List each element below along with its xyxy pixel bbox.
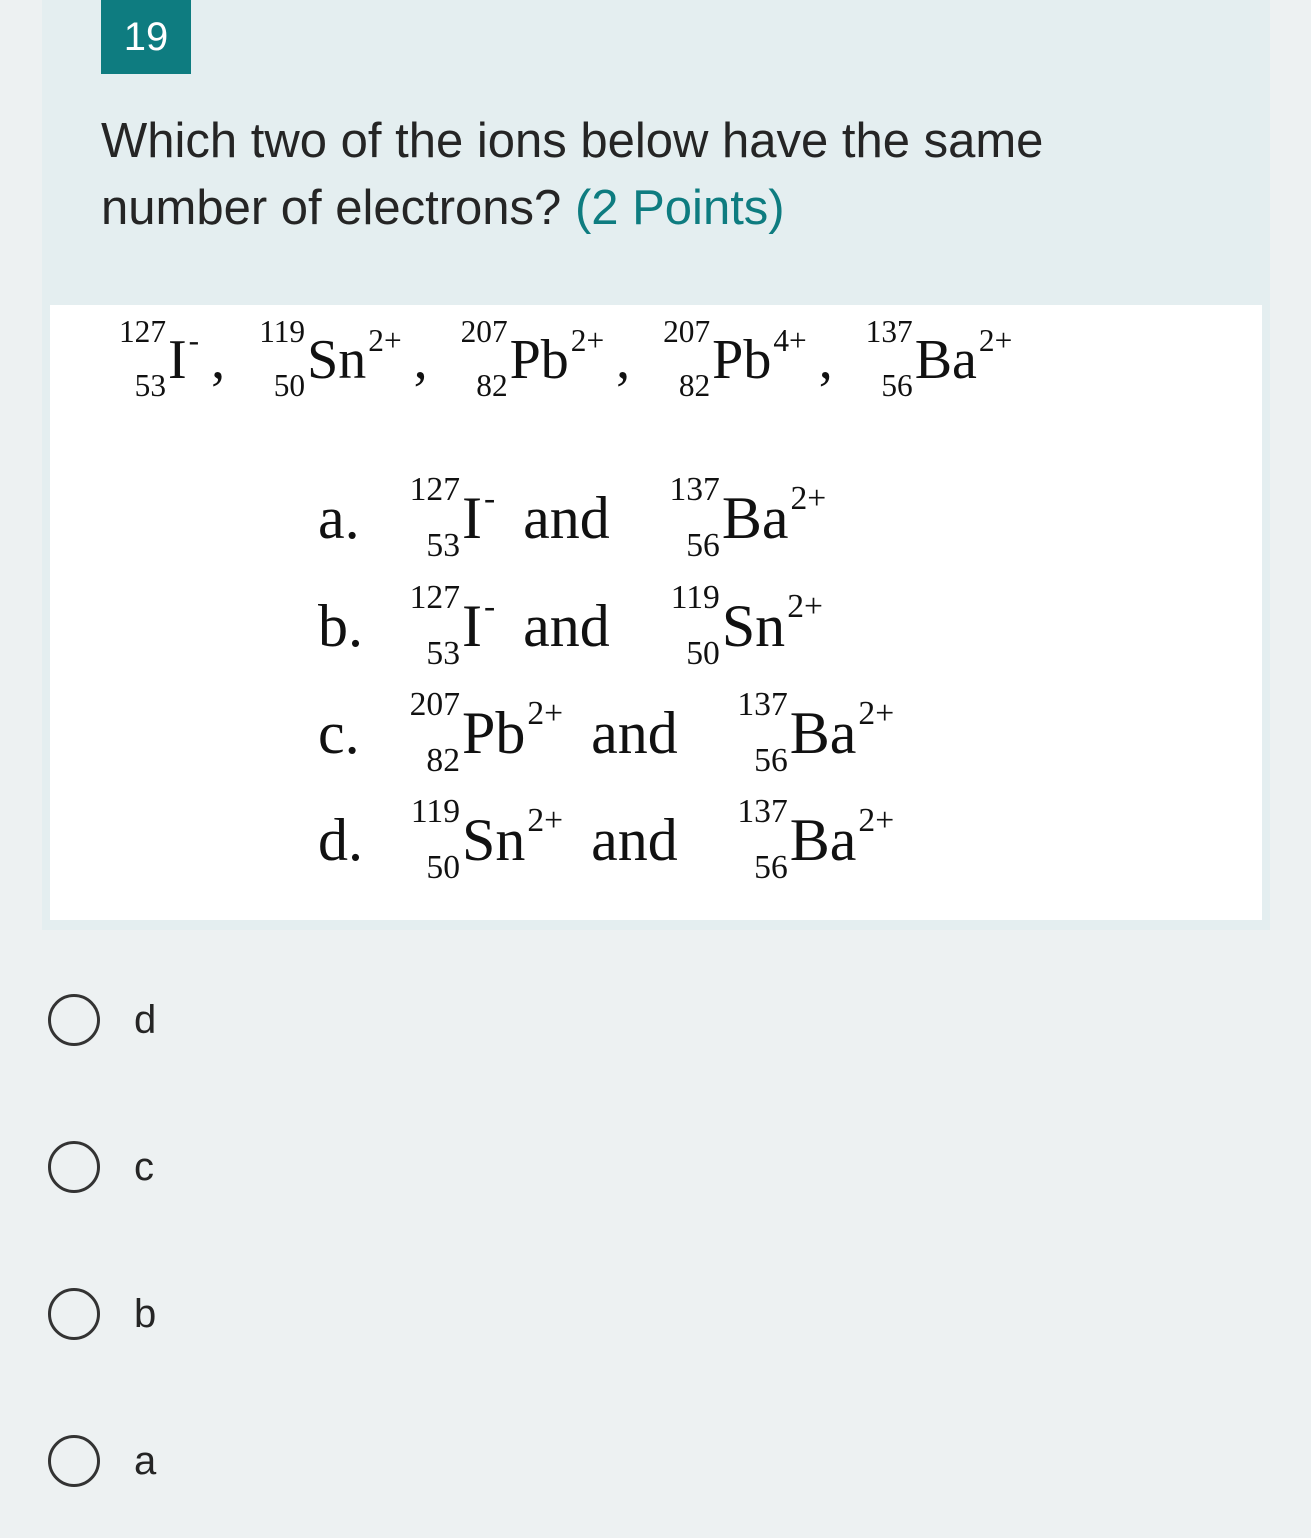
radio-button[interactable] — [48, 1435, 100, 1487]
image-option-a: a. 127 53 I- and 137 56 $Ba^{2+}$ — [318, 470, 827, 565]
question-points: (2 Points) — [574, 181, 785, 235]
ion-3: 207 82 $Pb^{2+}$ — [460, 314, 605, 403]
choice-a[interactable] — [48, 1431, 156, 1491]
radio-button[interactable] — [48, 1141, 100, 1193]
separator: , — [616, 328, 631, 391]
question-image — [50, 305, 1262, 920]
separator: , — [818, 328, 833, 391]
image-option-b: b. 127 53 I- and 119 50 $Sn^{2+}$ — [318, 578, 823, 673]
image-option-d: d. 119 50 $Sn^{2+}$ and 137 56 $Ba^{2+}$ — [318, 792, 895, 887]
ion-5: 137 56 $Ba^{2+}$ — [865, 314, 1013, 403]
choice-label[interactable]: c — [134, 1144, 154, 1189]
choice-label[interactable]: a — [134, 1438, 157, 1483]
choice-c[interactable] — [48, 1137, 154, 1197]
choice-label[interactable]: b — [134, 1291, 157, 1336]
question-text — [101, 108, 1221, 242]
choice-b[interactable] — [48, 1284, 156, 1344]
choice-label[interactable]: d — [134, 997, 157, 1042]
radio-button[interactable] — [48, 994, 100, 1046]
question-number: 19 — [101, 0, 191, 74]
separator: , — [413, 328, 428, 391]
question-prompt: Which two of the ions below have the same number of electrons? — [101, 114, 1044, 235]
ion-4: 207 82 $Pb^{4+}$ — [663, 314, 807, 403]
choice-d[interactable] — [48, 990, 156, 1050]
ion-1: 127 53 I- — [118, 314, 200, 403]
ion-list — [108, 314, 1013, 403]
ion-2: 119 50 $Sn^{2+}$ — [259, 314, 402, 403]
radio-button[interactable] — [48, 1288, 100, 1340]
separator: , — [211, 328, 226, 391]
image-option-c: c. 207 82 $Pb^{2+}$ and 137 56 $Ba^{2+}$ — [318, 685, 895, 780]
